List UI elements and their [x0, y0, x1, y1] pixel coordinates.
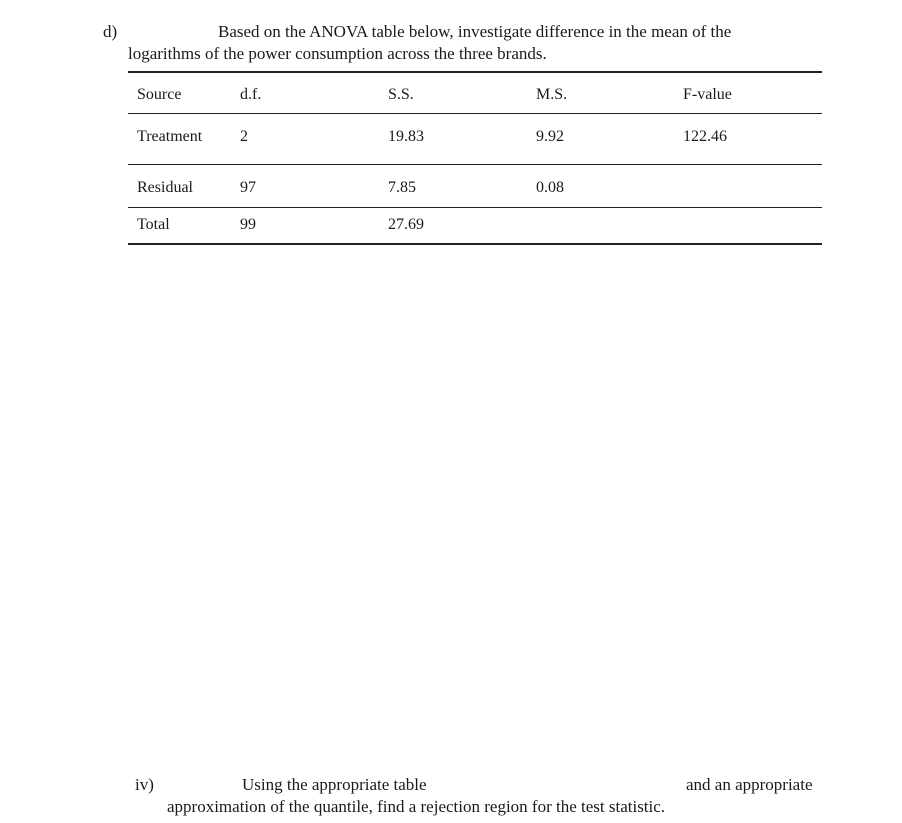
table-row-rule-1	[128, 164, 822, 165]
row-total-source: Total	[137, 216, 170, 233]
header-ss: S.S.	[388, 86, 414, 103]
row-treatment-f-value: 122.46	[683, 128, 727, 145]
header-f-value: F-value	[683, 86, 732, 103]
question-iv-label: iv)	[135, 775, 154, 794]
question-iv-line-1-end: and an appropriate	[686, 775, 813, 794]
row-residual-source: Residual	[137, 179, 193, 196]
question-d-line-1: Based on the ANOVA table below, investigate difference in the mean of the	[218, 22, 732, 41]
table-header-rule	[128, 113, 822, 114]
table-row-rule-2	[128, 207, 822, 208]
question-iv-line-2: approximation of the quantile, find a rejection region for the test statistic.	[167, 797, 666, 816]
row-residual-ms: 0.08	[536, 179, 564, 196]
header-df: d.f.	[240, 86, 262, 103]
table-bottom-rule	[128, 243, 822, 245]
row-treatment-df: 2	[240, 128, 248, 145]
row-total-ss: 27.69	[388, 216, 424, 233]
row-residual-ss: 7.85	[388, 179, 416, 196]
header-ms: M.S.	[536, 86, 568, 103]
row-treatment-source: Treatment	[137, 128, 203, 145]
question-d-line-2: logarithms of the power consumption across the three brands.	[128, 44, 547, 63]
question-iv-line-1-start: Using the appropriate table	[242, 775, 427, 794]
row-residual-df: 97	[240, 179, 256, 196]
row-treatment-ss: 19.83	[388, 128, 424, 145]
row-total-df: 99	[240, 216, 256, 233]
header-source: Source	[137, 86, 182, 103]
question-d-label: d)	[103, 22, 118, 41]
table-top-rule	[128, 71, 822, 73]
row-treatment-ms: 9.92	[536, 128, 564, 145]
